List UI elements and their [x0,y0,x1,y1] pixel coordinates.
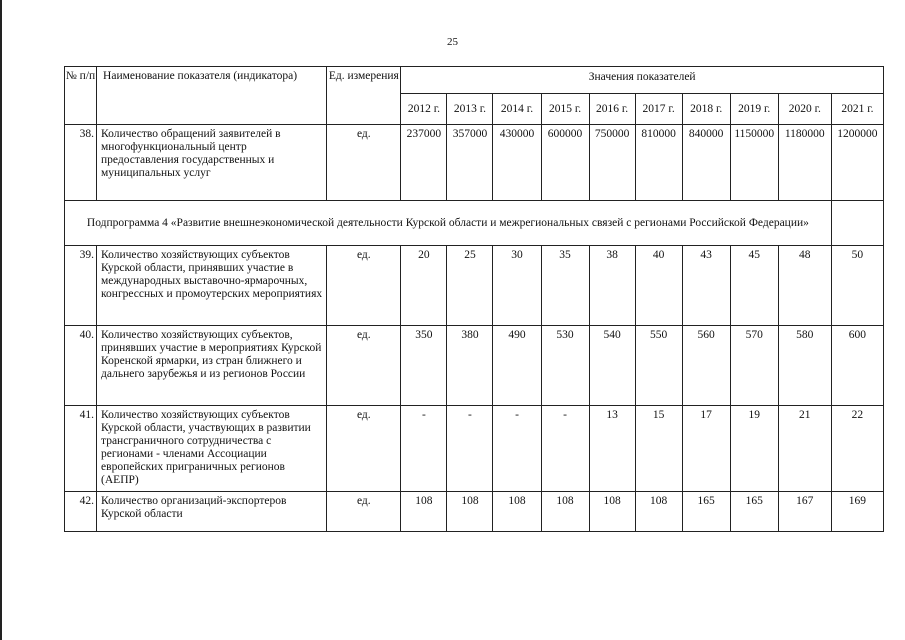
value-cell: 810000 [635,125,682,201]
value-cell: 550 [635,326,682,406]
value-cell: 108 [447,492,493,532]
row-number: 42. [65,492,97,532]
value-cell: 20 [401,246,447,326]
value-cell: 13 [589,406,635,492]
value-cell: - [541,406,589,492]
header-year: 2021 г. [831,94,883,125]
value-cell: 38 [589,246,635,326]
row-number: 41. [65,406,97,492]
value-cell: - [447,406,493,492]
indicator-name: Количество обращений заявителей в многофункциональный центр предоставления государственных и муниципальных услуг [97,125,327,201]
value-cell: 17 [682,406,730,492]
table-row [65,326,884,406]
value-cell: 750000 [589,125,635,201]
header-year: 2019 г. [730,94,778,125]
indicators-table [64,66,884,532]
value-cell: - [493,406,541,492]
indicator-name: Количество хозяйствующих субъектов Курской области, принявших участие в международных выставочно-ярмарочных, конгрессных и промоутерских мероприятиях [97,246,327,326]
value-cell: 108 [589,492,635,532]
table-body [65,67,884,532]
value-cell: 430000 [493,125,541,201]
value-cell: 50 [831,246,883,326]
value-cell: 350 [401,326,447,406]
value-cell: 600000 [541,125,589,201]
value-cell: - [401,406,447,492]
value-cell: 237000 [401,125,447,201]
value-cell: 490 [493,326,541,406]
value-cell: 108 [541,492,589,532]
value-cell: 1200000 [831,125,883,201]
header-year: 2017 г. [635,94,682,125]
header-year: 2015 г. [541,94,589,125]
value-cell: 169 [831,492,883,532]
header-year: 2012 г. [401,94,447,125]
unit-cell: ед. [327,125,401,201]
value-cell: 25 [447,246,493,326]
unit-cell: ед. [327,246,401,326]
subprogram-empty-cell [831,201,883,246]
unit-cell: ед. [327,326,401,406]
indicator-name: Количество хозяйствующих субъектов, принявших участие в мероприятиях Курской Коренской ярмарки, из стран ближнего и дальнего зарубежья и из регионов России [97,326,327,406]
table-row [65,492,884,532]
value-cell: 21 [778,406,831,492]
header-year: 2018 г. [682,94,730,125]
value-cell: 45 [730,246,778,326]
header-row [65,67,884,94]
value-cell: 560 [682,326,730,406]
value-cell: 540 [589,326,635,406]
header-year: 2016 г. [589,94,635,125]
header-year: 2014 г. [493,94,541,125]
value-cell: 570 [730,326,778,406]
row-number: 40. [65,326,97,406]
table-row [65,246,884,326]
subprogram-title: Подпрограмма 4 «Развитие внешнеэкономической деятельности Курской области и межрегиональных связей с регионами Российской Федерации» [65,201,832,246]
value-cell: 48 [778,246,831,326]
value-cell: 43 [682,246,730,326]
value-cell: 35 [541,246,589,326]
table-row [65,406,884,492]
value-cell: 357000 [447,125,493,201]
header-name: Наименование показателя (индикатора) [97,67,327,125]
page-number: 25 [447,36,458,48]
table-row [65,125,884,201]
row-number: 38. [65,125,97,201]
header-year: 2020 г. [778,94,831,125]
value-cell: 600 [831,326,883,406]
page-edge [0,0,2,640]
value-cell: 40 [635,246,682,326]
unit-cell: ед. [327,492,401,532]
value-cell: 380 [447,326,493,406]
value-cell: 19 [730,406,778,492]
value-cell: 1150000 [730,125,778,201]
value-cell: 30 [493,246,541,326]
value-cell: 165 [682,492,730,532]
value-cell: 108 [401,492,447,532]
value-cell: 15 [635,406,682,492]
header-num: № п/п [65,67,97,125]
header-values: Значения показателей [401,67,884,94]
value-cell: 22 [831,406,883,492]
value-cell: 1180000 [778,125,831,201]
indicator-name: Количество организаций-экспортеров Курской области [97,492,327,532]
value-cell: 530 [541,326,589,406]
row-number: 39. [65,246,97,326]
value-cell: 108 [493,492,541,532]
value-cell: 840000 [682,125,730,201]
value-cell: 165 [730,492,778,532]
header-year: 2013 г. [447,94,493,125]
subprogram-row [65,201,884,246]
value-cell: 580 [778,326,831,406]
header-unit: Ед. измерения [327,67,401,125]
unit-cell: ед. [327,406,401,492]
value-cell: 108 [635,492,682,532]
indicator-name: Количество хозяйствующих субъектов Курской области, участвующих в развитии трансграничного сотрудничества с регионами - членами Ассоциации европейских приграничных регионов (АЕПР) [97,406,327,492]
value-cell: 167 [778,492,831,532]
